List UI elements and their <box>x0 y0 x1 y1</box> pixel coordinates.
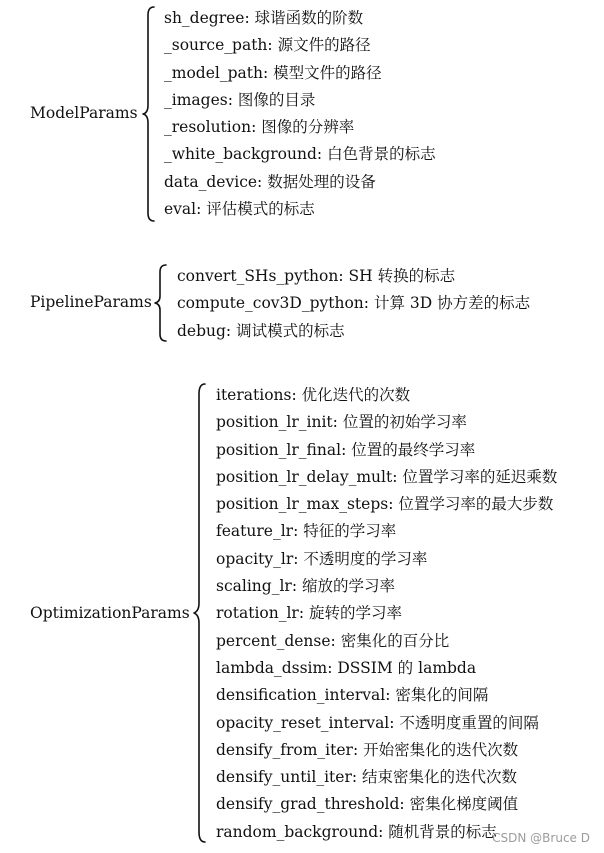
list-item: debug: 调试模式的标志 <box>177 321 345 340</box>
param-desc: 球谐函数的阶数 <box>254 9 364 27</box>
optimization-params-brace <box>192 382 208 844</box>
param-desc: 随机背景的标志 <box>388 822 497 841</box>
param-key: _source_path <box>164 36 268 55</box>
param-desc: 调试模式的标志 <box>236 321 345 340</box>
param-key: densification_interval <box>216 686 386 705</box>
list-item: _images: 图像的目录 <box>164 90 316 109</box>
param-key: densify_until_iter <box>216 768 352 787</box>
param-key: opacity_reset_interval <box>216 713 390 732</box>
list-item: position_lr_max_steps: 位置学习率的最大步数 <box>216 495 554 514</box>
list-item: opacity_lr: 不透明度的学习率 <box>216 549 428 568</box>
list-item: compute_cov3D_python: 计算 3D 协方差的标志 <box>177 294 531 313</box>
param-key: scaling_lr <box>216 577 292 596</box>
param-key: position_lr_delay_mult <box>216 467 393 486</box>
param-key: position_lr_final <box>216 440 342 459</box>
list-item: densification_interval: 密集化的间隔 <box>216 686 489 705</box>
list-item: _resolution: 图像的分辨率 <box>164 118 355 137</box>
list-item: feature_lr: 特征的学习率 <box>216 522 397 541</box>
list-item: sh_degree: 球谐函数的阶数 <box>164 9 364 27</box>
list-item: position_lr_final: 位置的最终学习率 <box>216 440 476 459</box>
param-desc: 缩放的学习率 <box>301 577 395 596</box>
param-desc: 不透明度的学习率 <box>303 549 428 568</box>
param-desc: 数据处理的设备 <box>267 172 376 191</box>
list-item: lambda_dssim: DSSIM 的 lambda <box>216 658 477 677</box>
list-item: iterations: 优化迭代的次数 <box>216 386 411 404</box>
param-key: opacity_lr <box>216 549 294 568</box>
param-key: sh_degree <box>164 9 245 27</box>
pipeline-params-list <box>177 263 530 345</box>
param-key: _images <box>164 90 228 109</box>
param-key: _model_path <box>164 63 263 82</box>
list-item: _white_background: 白色背景的标志 <box>164 145 436 164</box>
list-item: rotation_lr: 旋转的学习率 <box>216 604 402 623</box>
optimization-params-label: OptimizationParams <box>30 604 190 622</box>
list-item: opacity_reset_interval: 不透明度重置的间隔 <box>216 713 539 732</box>
list-item: densify_grad_threshold: 密集化梯度阈值 <box>216 795 519 814</box>
param-key: compute_cov3D_python <box>177 294 364 313</box>
param-key: position_lr_init <box>216 413 333 432</box>
list-item: _model_path: 模型文件的路径 <box>164 63 382 82</box>
pipeline-params-brace <box>153 263 169 343</box>
param-key: densify_from_iter <box>216 740 353 759</box>
list-item: percent_dense: 密集化的百分比 <box>216 631 450 650</box>
param-desc: 模型文件的路径 <box>273 63 382 82</box>
param-desc: 密集化的百分比 <box>340 631 450 650</box>
param-desc: SH 转换的标志 <box>348 267 456 285</box>
param-key: convert_SHs_python <box>177 267 339 285</box>
param-key: iterations <box>216 386 292 404</box>
list-item: densify_from_iter: 开始密集化的迭代次数 <box>216 740 519 759</box>
param-desc: 源文件的路径 <box>277 36 371 55</box>
param-key: lambda_dssim <box>216 658 328 677</box>
param-key: _white_background <box>164 145 317 164</box>
list-item: _source_path: 源文件的路径 <box>164 36 371 55</box>
param-key: feature_lr <box>216 522 294 541</box>
list-item: data_device: 数据处理的设备 <box>164 172 376 191</box>
param-key: rotation_lr <box>216 604 299 623</box>
list-item: scaling_lr: 缩放的学习率 <box>216 577 395 596</box>
param-desc: 白色背景的标志 <box>327 145 436 164</box>
param-desc: 开始密集化的迭代次数 <box>363 740 519 759</box>
param-desc: 优化迭代的次数 <box>301 386 411 404</box>
param-key: position_lr_max_steps <box>216 495 389 514</box>
param-desc: 不透明度重置的间隔 <box>399 713 539 732</box>
list-item: eval: 评估模式的标志 <box>164 200 315 219</box>
param-key: eval <box>164 200 197 219</box>
model-params-brace <box>141 5 157 223</box>
param-desc: 密集化梯度阈值 <box>409 795 519 814</box>
param-desc: DSSIM 的 lambda <box>337 658 477 677</box>
list-item: densify_until_iter: 结束密集化的迭代次数 <box>216 768 518 787</box>
param-desc: 位置学习率的最大步数 <box>398 495 554 514</box>
pipeline-params-label: PipelineParams <box>30 293 152 311</box>
param-desc: 评估模式的标志 <box>206 200 315 219</box>
param-key: _resolution <box>164 118 252 137</box>
model-params-label: ModelParams <box>30 104 138 122</box>
param-desc: 位置的初始学习率 <box>342 413 467 432</box>
list-item: random_background: 随机背景的标志 <box>216 822 497 841</box>
param-key: data_device <box>164 172 258 191</box>
list-item: position_lr_delay_mult: 位置学习率的延迟乘数 <box>216 467 558 486</box>
param-desc: 计算 3D 协方差的标志 <box>373 294 531 313</box>
param-desc: 特征的学习率 <box>303 522 397 541</box>
param-key: debug <box>177 321 226 340</box>
list-item: position_lr_init: 位置的初始学习率 <box>216 413 467 432</box>
param-desc: 结束密集化的迭代次数 <box>362 768 518 787</box>
model-params-list <box>164 5 436 223</box>
param-desc: 旋转的学习率 <box>308 604 402 623</box>
param-desc: 位置学习率的延迟乘数 <box>402 467 558 486</box>
list-item: convert_SHs_python: SH 转换的标志 <box>177 267 456 285</box>
optimization-params-list <box>216 382 557 846</box>
param-desc: 图像的分辨率 <box>261 118 355 137</box>
param-key: densify_grad_threshold <box>216 795 400 814</box>
param-desc: 密集化的间隔 <box>395 686 489 705</box>
param-key: random_background <box>216 822 379 841</box>
param-key: percent_dense <box>216 631 331 650</box>
param-desc: 图像的目录 <box>237 90 316 109</box>
watermark: CSDN @Bruce D <box>492 831 590 845</box>
param-desc: 位置的最终学习率 <box>351 440 476 459</box>
